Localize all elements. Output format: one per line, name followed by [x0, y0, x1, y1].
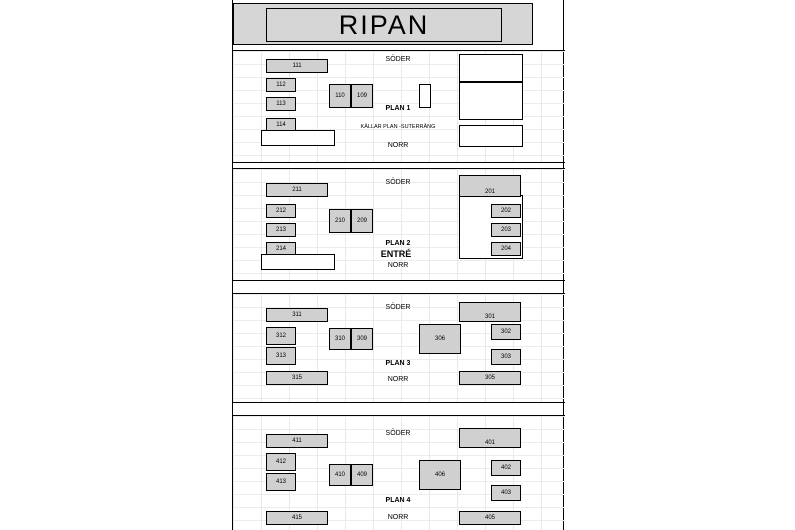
plan1-label-plan: PLAN 1 — [385, 105, 411, 112]
plan2-label-plan: PLAN 2 — [385, 240, 411, 247]
room-302[interactable]: 302 — [491, 324, 521, 340]
room-405[interactable]: 405 — [459, 511, 521, 525]
plan2-void-lower-left — [261, 254, 335, 270]
plan2-label-norr: NORR — [387, 262, 409, 269]
room-113[interactable]: 113 — [266, 97, 296, 111]
room-210[interactable]: 210 — [329, 209, 351, 233]
room-402[interactable]: 402 — [491, 460, 521, 476]
room-311[interactable]: 311 — [266, 308, 328, 322]
room-412[interactable]: 412 — [266, 453, 296, 471]
plan1-label-norr: NORR — [387, 142, 409, 149]
plan3-label-plan: PLAN 3 — [385, 360, 411, 367]
floor-panel-plan-2 — [233, 168, 565, 281]
room-201[interactable]: 201 — [459, 175, 521, 197]
title-box — [266, 8, 502, 42]
plan4-label-norr: NORR — [387, 514, 409, 521]
room-409[interactable]: 409 — [351, 464, 373, 486]
plan3-label-soder: SÖDER — [385, 304, 411, 311]
room-211[interactable]: 211 — [266, 183, 328, 197]
room-203[interactable]: 203 — [491, 223, 521, 237]
room-309[interactable]: 309 — [351, 328, 373, 350]
room-415[interactable]: 415 — [266, 511, 328, 525]
room-312[interactable]: 312 — [266, 327, 296, 345]
room-301[interactable]: 301 — [459, 302, 521, 322]
floor-panel-plan-4 — [233, 415, 565, 530]
room-315[interactable]: 315 — [266, 371, 328, 385]
plan1-label-sub: KÄLLAR PLAN -SUTERRÄNG — [360, 124, 436, 130]
plan2-label-entre: ENTRÉ — [380, 249, 412, 259]
plan1-label-soder: SÖDER — [385, 56, 411, 63]
plan2-label-soder: SÖDER — [385, 179, 411, 186]
room-305[interactable]: 305 — [459, 371, 521, 385]
plan1-void-mid — [419, 84, 431, 108]
room-111[interactable]: 111 — [266, 59, 328, 73]
room-303[interactable]: 303 — [491, 349, 521, 365]
plan1-void-right-top — [459, 54, 523, 82]
plan4-label-soder: SÖDER — [385, 430, 411, 437]
floor-panel-plan-3 — [233, 293, 565, 403]
room-403[interactable]: 403 — [491, 485, 521, 501]
plan1-void-lower-left — [261, 130, 335, 146]
title-block — [233, 3, 533, 45]
room-306[interactable]: 306 — [419, 324, 461, 354]
plan1-void-right-lower — [459, 125, 523, 147]
plan3-label-norr: NORR — [387, 376, 409, 383]
room-114[interactable]: 114 — [266, 118, 296, 132]
room-413[interactable]: 413 — [266, 473, 296, 491]
room-213[interactable]: 213 — [266, 223, 296, 237]
room-401[interactable]: 401 — [459, 428, 521, 448]
room-112[interactable]: 112 — [266, 78, 296, 92]
room-410[interactable]: 410 — [329, 464, 351, 486]
room-212[interactable]: 212 — [266, 204, 296, 218]
room-313[interactable]: 313 — [266, 347, 296, 365]
sheet-title: RIPAN — [338, 9, 430, 40]
plan4-label-plan: PLAN 4 — [385, 497, 411, 504]
drawing-sheet — [232, 0, 564, 530]
floor-panel-plan-1 — [233, 50, 565, 163]
room-310[interactable]: 310 — [329, 328, 351, 350]
room-209[interactable]: 209 — [351, 209, 373, 233]
room-411[interactable]: 411 — [266, 434, 328, 448]
plan1-void-right-bottom — [459, 82, 523, 120]
room-110[interactable]: 110 — [329, 84, 351, 108]
room-202[interactable]: 202 — [491, 204, 521, 218]
room-204[interactable]: 204 — [491, 242, 521, 256]
room-406[interactable]: 406 — [419, 460, 461, 490]
room-214[interactable]: 214 — [266, 242, 296, 256]
room-109[interactable]: 109 — [351, 84, 373, 108]
